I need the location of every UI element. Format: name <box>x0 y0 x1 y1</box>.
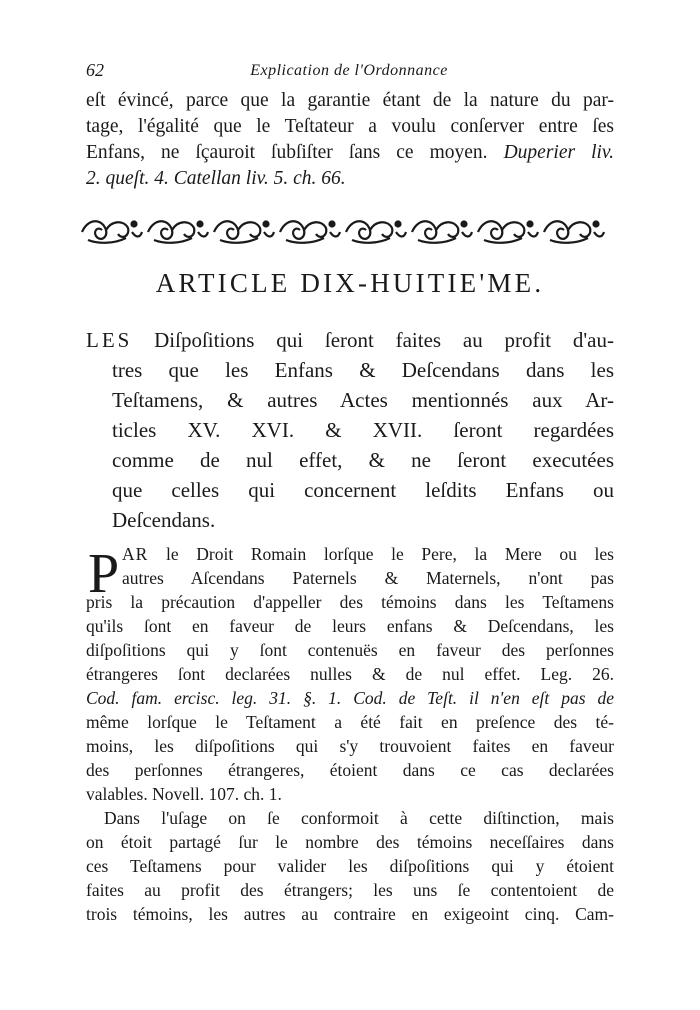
text-line <box>86 140 614 166</box>
text-line: pris la précaution d'appeller des témoins dans les Teſtamens <box>86 592 614 612</box>
text-line: tres que les Enfans & Deſcendans dans les <box>112 358 614 382</box>
fleuron-ornament <box>78 210 618 250</box>
text-line: que celles qui concernent leſdits Enfans ou <box>112 478 614 502</box>
running-head <box>86 60 612 84</box>
text-line-body: Enfans, ne ſçauroit ſubſiſter ſans ce moyen. <box>86 142 488 163</box>
text-line: ces Teſtamens pour valider les diſpoſitions qui y étoient <box>86 856 614 876</box>
running-title: Explication de l'Ordonnance <box>250 62 448 79</box>
text-line: diſpoſitions qui y ſont contenuës en faveur des perſonnes <box>86 640 614 660</box>
text-line: trois témoins, les autres au contraire en exigeoint cinq. Cam- <box>86 904 614 924</box>
text-line: comme de nul effet, & ne ſeront executées <box>112 448 614 472</box>
text-line: valables. Novell. 107. ch. 1. <box>86 784 282 804</box>
text-line: tage, l'égalité que le Teſtateur a voulu conſerver entre ſes <box>86 116 614 137</box>
text-line <box>122 542 614 566</box>
lead-word: LES <box>86 328 133 352</box>
text-line: Teſtamens, & autres Actes mentionnés aux Ar- <box>112 388 614 412</box>
text-line: même lorſque le Teſtament a été fait en preſence des té- <box>86 712 614 732</box>
citation: Duperier liv. <box>503 142 615 163</box>
text-line: autres Aſcendans Paternels & Maternels, n'ont pas <box>122 568 614 588</box>
text-line <box>86 325 614 355</box>
text-line: faites au profit des étrangers; les uns ſe contentoient de <box>86 880 614 900</box>
text-line: Cod. fam. ercisc. leg. 31. §. 1. Cod. de Teſt. il n'en eſt pas de <box>86 688 614 708</box>
text-line: on étoit partagé ſur le nombre des témoins neceſſaires dans <box>86 832 614 852</box>
text-line: Deſcendans. <box>112 508 216 532</box>
text-line-body: le Droit Romain lorſque le Pere, la Mere ou les <box>165 544 614 564</box>
drop-cap: P <box>88 543 120 605</box>
text-line: eſt évincé, parce que la garantie étant de la nature du par- <box>86 90 614 111</box>
lead-word: AR <box>122 544 149 564</box>
text-line: ticles XV. XVI. & XVII. ſeront regardées <box>112 418 614 442</box>
text-line: Dans l'uſage on ſe conformoit à cette diſtinction, mais <box>104 808 614 828</box>
text-line-body: Diſpoſitions qui ſeront faites au profit d'au- <box>154 328 614 352</box>
text-line: étrangeres ſont declarées nulles & de nul effet. Leg. 26. <box>86 664 614 684</box>
page-number: 62 <box>86 60 104 80</box>
text-line: des perſonnes étrangeres, étoient dans ce cas declarées <box>86 760 614 780</box>
text-line: qu'ils ſont en faveur de leurs enfans & Deſcendans, les <box>86 616 614 636</box>
article-heading: ARTICLE DIX-HUITIE'ME. <box>155 268 545 298</box>
citation-line: 2. queſt. 4. Catellan liv. 5. ch. 66. <box>86 168 346 189</box>
text-line: moins, les diſpoſitions qui s'y trouvoient faites en faveur <box>86 736 614 756</box>
